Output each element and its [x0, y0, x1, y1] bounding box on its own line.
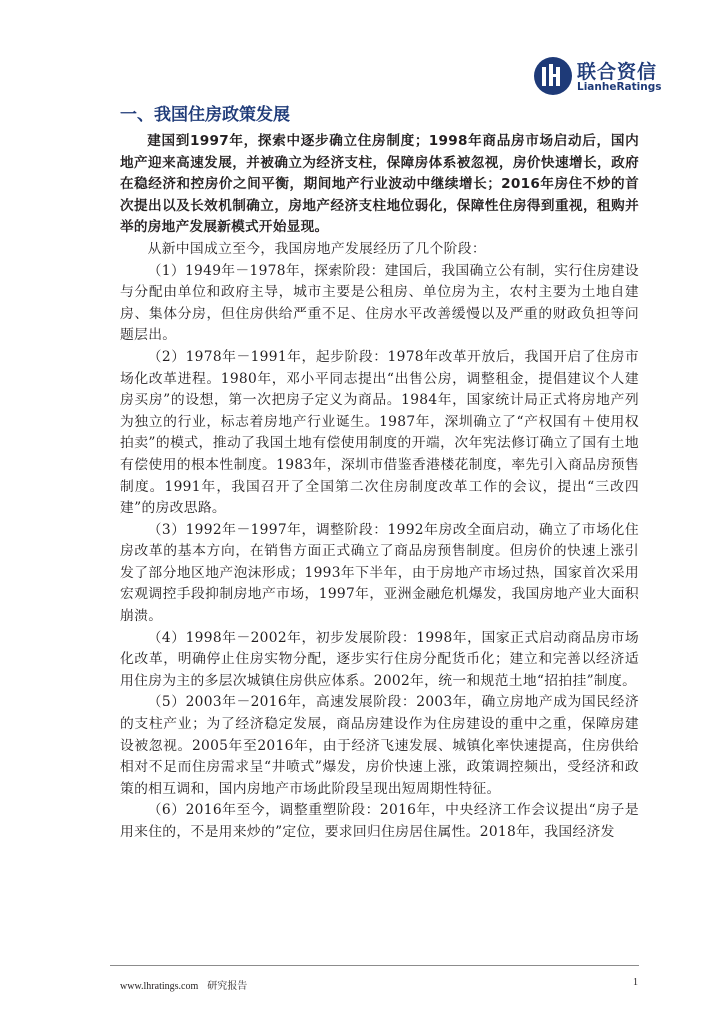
logo [533, 56, 668, 100]
stage-4-paragraph: （4）1998年－2002年，初步发展阶段：1998年，国家正式启动商品房市场化改革，明确停止住房实物分配，逐步实行住房分配货币化；建立和完善以经济适用住房为主的多层次城镇住房供应体系。2002年，统一和规范土地“招拍挂”制度。 [120, 629, 639, 689]
intro-paragraph: 从新中国成立至今，我国房地产发展经历了几个阶段： [147, 240, 486, 257]
body-content [120, 131, 639, 844]
summary-paragraph: 建国到1997年，探索中逐步确立住房制度；1998年商品房市场启动后，国内地产迎来高速发展，并被确立为经济支柱，保障房体系被忽视，房价快速增长，政府在稳经济和控房价之间平衡，期间地产行业波动中继续增长；2016年房住不炒的首次提出以及长效机制确立，房地产经济支柱地位弱化，保障性住房得到重视，租购并举的房地产发展新模式开始显现。 [120, 133, 639, 236]
section-title: 一、我国住房政策发展 [120, 105, 290, 125]
footer-info [120, 977, 247, 992]
footer-divider [110, 965, 639, 966]
footer-website-link[interactable]: www.lhratings.com [120, 981, 199, 992]
page-number: 1 [633, 977, 638, 988]
lianhe-logo-icon [533, 56, 573, 96]
footer-report-type: 研究报告 [207, 981, 248, 992]
stage-2-paragraph: （2）1978年－1991年，起步阶段：1978年改革开放后，我国开启了住房市场化改革进程。1980年，邓小平同志提出“出售公房，调整租金，提倡建议个人建房买房”的设想，第一次把房子定义为商品。1984年，国家统计局正式将房地产列为独立的行业，标志着房地产行业诞生。1987年，深圳确立了“产权国有＋使用权拍卖”的模式，推动了我国土地有偿使用制度的开端，次年宪法修订确立了国有土地有偿使用的根本性制度。1983年，深圳市借鉴香港楼花制度，率先引入商品房预售制度。1991年，我国召开了全国第二次住房制度改革工作的会议，提出“三改四建”的房改思路。 [120, 348, 639, 517]
stage-1-paragraph: （1）1949年－1978年，探索阶段：建国后，我国确立公有制，实行住房建设与分配由单位和政府主导，城市主要是公租房、单位房为主，农村主要为土地自建房、集体分房，但住房供给严重不足、住房水平改善缓慢以及严重的财政负担等问题层出。 [120, 262, 639, 344]
logo-chinese-name: 联合资信 [577, 61, 658, 83]
stage-5-paragraph: （5）2003年－2016年，高速发展阶段：2003年，确立房地产成为国民经济的支柱产业；为了经济稳定发展，商品房建设作为住房建设的重中之重，保障房建设被忽视。2005年至2016年，由于经济飞速发展、城镇化率快速提高，住房供给相对不足而住房需求呈“井喷式”爆发，房价快速上涨，政策调控频出，受经济和政策的相互调和，国内房地产市场此阶段呈现出短周期性特征。 [120, 694, 639, 797]
stage-6-paragraph: （6）2016年至今，调整重塑阶段：2016年，中央经济工作会议提出“房子是用来住的，不是用来炒的”定位，要求回归住房居住属性。2018年，我国经济发 [120, 802, 639, 840]
logo-english-name: LianheRatings [577, 81, 662, 93]
stage-3-paragraph: （3）1992年－1997年，调整阶段：1992年房改全面启动，确立了市场化住房改革的基本方向，在销售方面正式确立了商品房预售制度。但房价的快速上涨引发了部分地区地产泡沫形成；1993年下半年，由于房地产市场过热，国家首次采用宏观调控手段抑制房地产市场，1997年，亚洲金融危机爆发，我国房地产业大面积崩溃。 [120, 521, 639, 625]
